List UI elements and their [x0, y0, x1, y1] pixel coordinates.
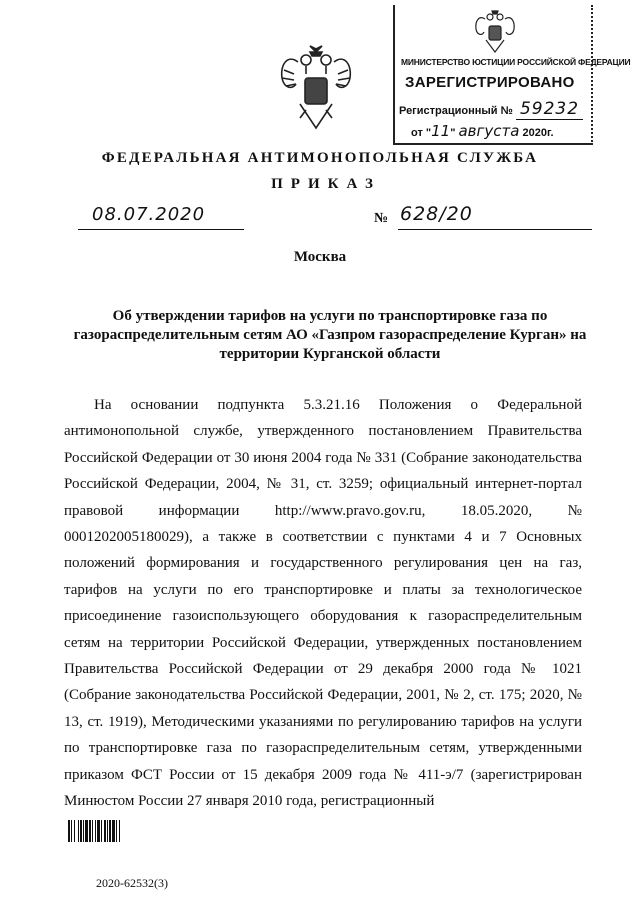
barcode-bar — [112, 820, 115, 842]
barcode-bar — [119, 820, 120, 842]
stamp-coat-of-arms-icon — [473, 9, 517, 55]
agency-name: ФЕДЕРАЛЬНАЯ АНТИМОНОПОЛЬНАЯ СЛУЖБА — [101, 150, 539, 166]
barcode-bar — [101, 820, 102, 842]
body-paragraph: На основании подпункта 5.3.21.16 Положения о Федеральной антимонопольной службе, утвержденного постановлением Правительства Российской Федерации от 30 июня 2004 года № 331 (Собрание законодательства Российской Федерации, 2004, № 31, ст. 3259; официальный интернет-портал правовой информации http://www.pravo.gov.ru, 18.05.2020, № 0001202005180029), а также в соответствии с пунктами 4 и 7 Основных положений формирования и государственного регулирования цен на газ, тарифов на услуги по его транспортировке и платы за технологическое присоединение газоиспользующего оборудования к газораспределительным сетям на территории Российской Федерации, утвержденных постановлением Правительства Российской Федерации от 29 декабря 2000 года № 1021 (Собрание законодательства Российской Федерации, 2001, № 2, ст. 175; 2020, № 13, ст. 1919), Методическими указаниями по регулированию тарифов на услуги по транспортировке газа по газораспределительным сетям, утвержденными приказом ФСТ России от 15 декабря 2009 года № 411-э/7 (зарегистрирован Минюстом России 27 января 2010 года, регистрационный — [64, 397, 582, 810]
stamp-date-prefix: от " — [411, 127, 432, 139]
stamp-registration-label: Регистрационный № — [399, 105, 513, 117]
order-date-field — [78, 203, 244, 230]
barcode-bar — [78, 820, 79, 842]
stamp-registered-label: ЗАРЕГИСТРИРОВАНО — [405, 74, 575, 91]
stamp-date-quote: " — [450, 127, 456, 139]
coat-of-arms-icon — [276, 44, 356, 134]
barcode-bar — [107, 820, 108, 842]
stamp-registration-number: 59232 — [516, 99, 583, 120]
barcode-bar — [68, 820, 70, 842]
order-date: 08.07.2020 — [92, 204, 206, 225]
order-number-field — [398, 203, 592, 230]
barcode-bar — [97, 820, 100, 842]
stamp-date-month: августа — [458, 122, 520, 140]
barcode-bar — [85, 820, 88, 842]
barcode-bar — [109, 820, 111, 842]
document-type: ПРИКАЗ — [271, 176, 381, 192]
stamp-date-year: 2020г. — [522, 127, 554, 139]
stamp-date-day: 11 — [431, 122, 451, 140]
number-sign: № — [374, 211, 389, 226]
barcode-bar — [92, 820, 93, 842]
barcode-bar — [71, 820, 72, 842]
barcode-bar — [116, 820, 117, 842]
document-title: Об утверждении тарифов на услуги по транспортировке газа по газораспределительным сетям АО «Газпром газораспределение Курган» на территории Курганской области — [73, 308, 587, 362]
barcode-bar — [95, 820, 96, 842]
barcode-bar — [80, 820, 82, 842]
barcode-bar — [89, 820, 91, 842]
city: Москва — [293, 249, 347, 265]
barcode-bar — [104, 820, 106, 842]
barcode-icon — [68, 820, 166, 842]
stamp-ministry-name: МИНИСТЕРСТВО ЮСТИЦИИ РОССИЙСКОЙ ФЕДЕРАЦИИ — [401, 57, 631, 67]
document-code: 2020-62532(3) — [96, 876, 168, 890]
stamp-date-row — [411, 122, 554, 140]
order-number: 628/20 — [400, 203, 473, 225]
barcode-bar — [74, 820, 75, 842]
stamp-registration-row — [399, 99, 583, 119]
registration-stamp — [393, 5, 631, 145]
barcode-bar — [83, 820, 84, 842]
